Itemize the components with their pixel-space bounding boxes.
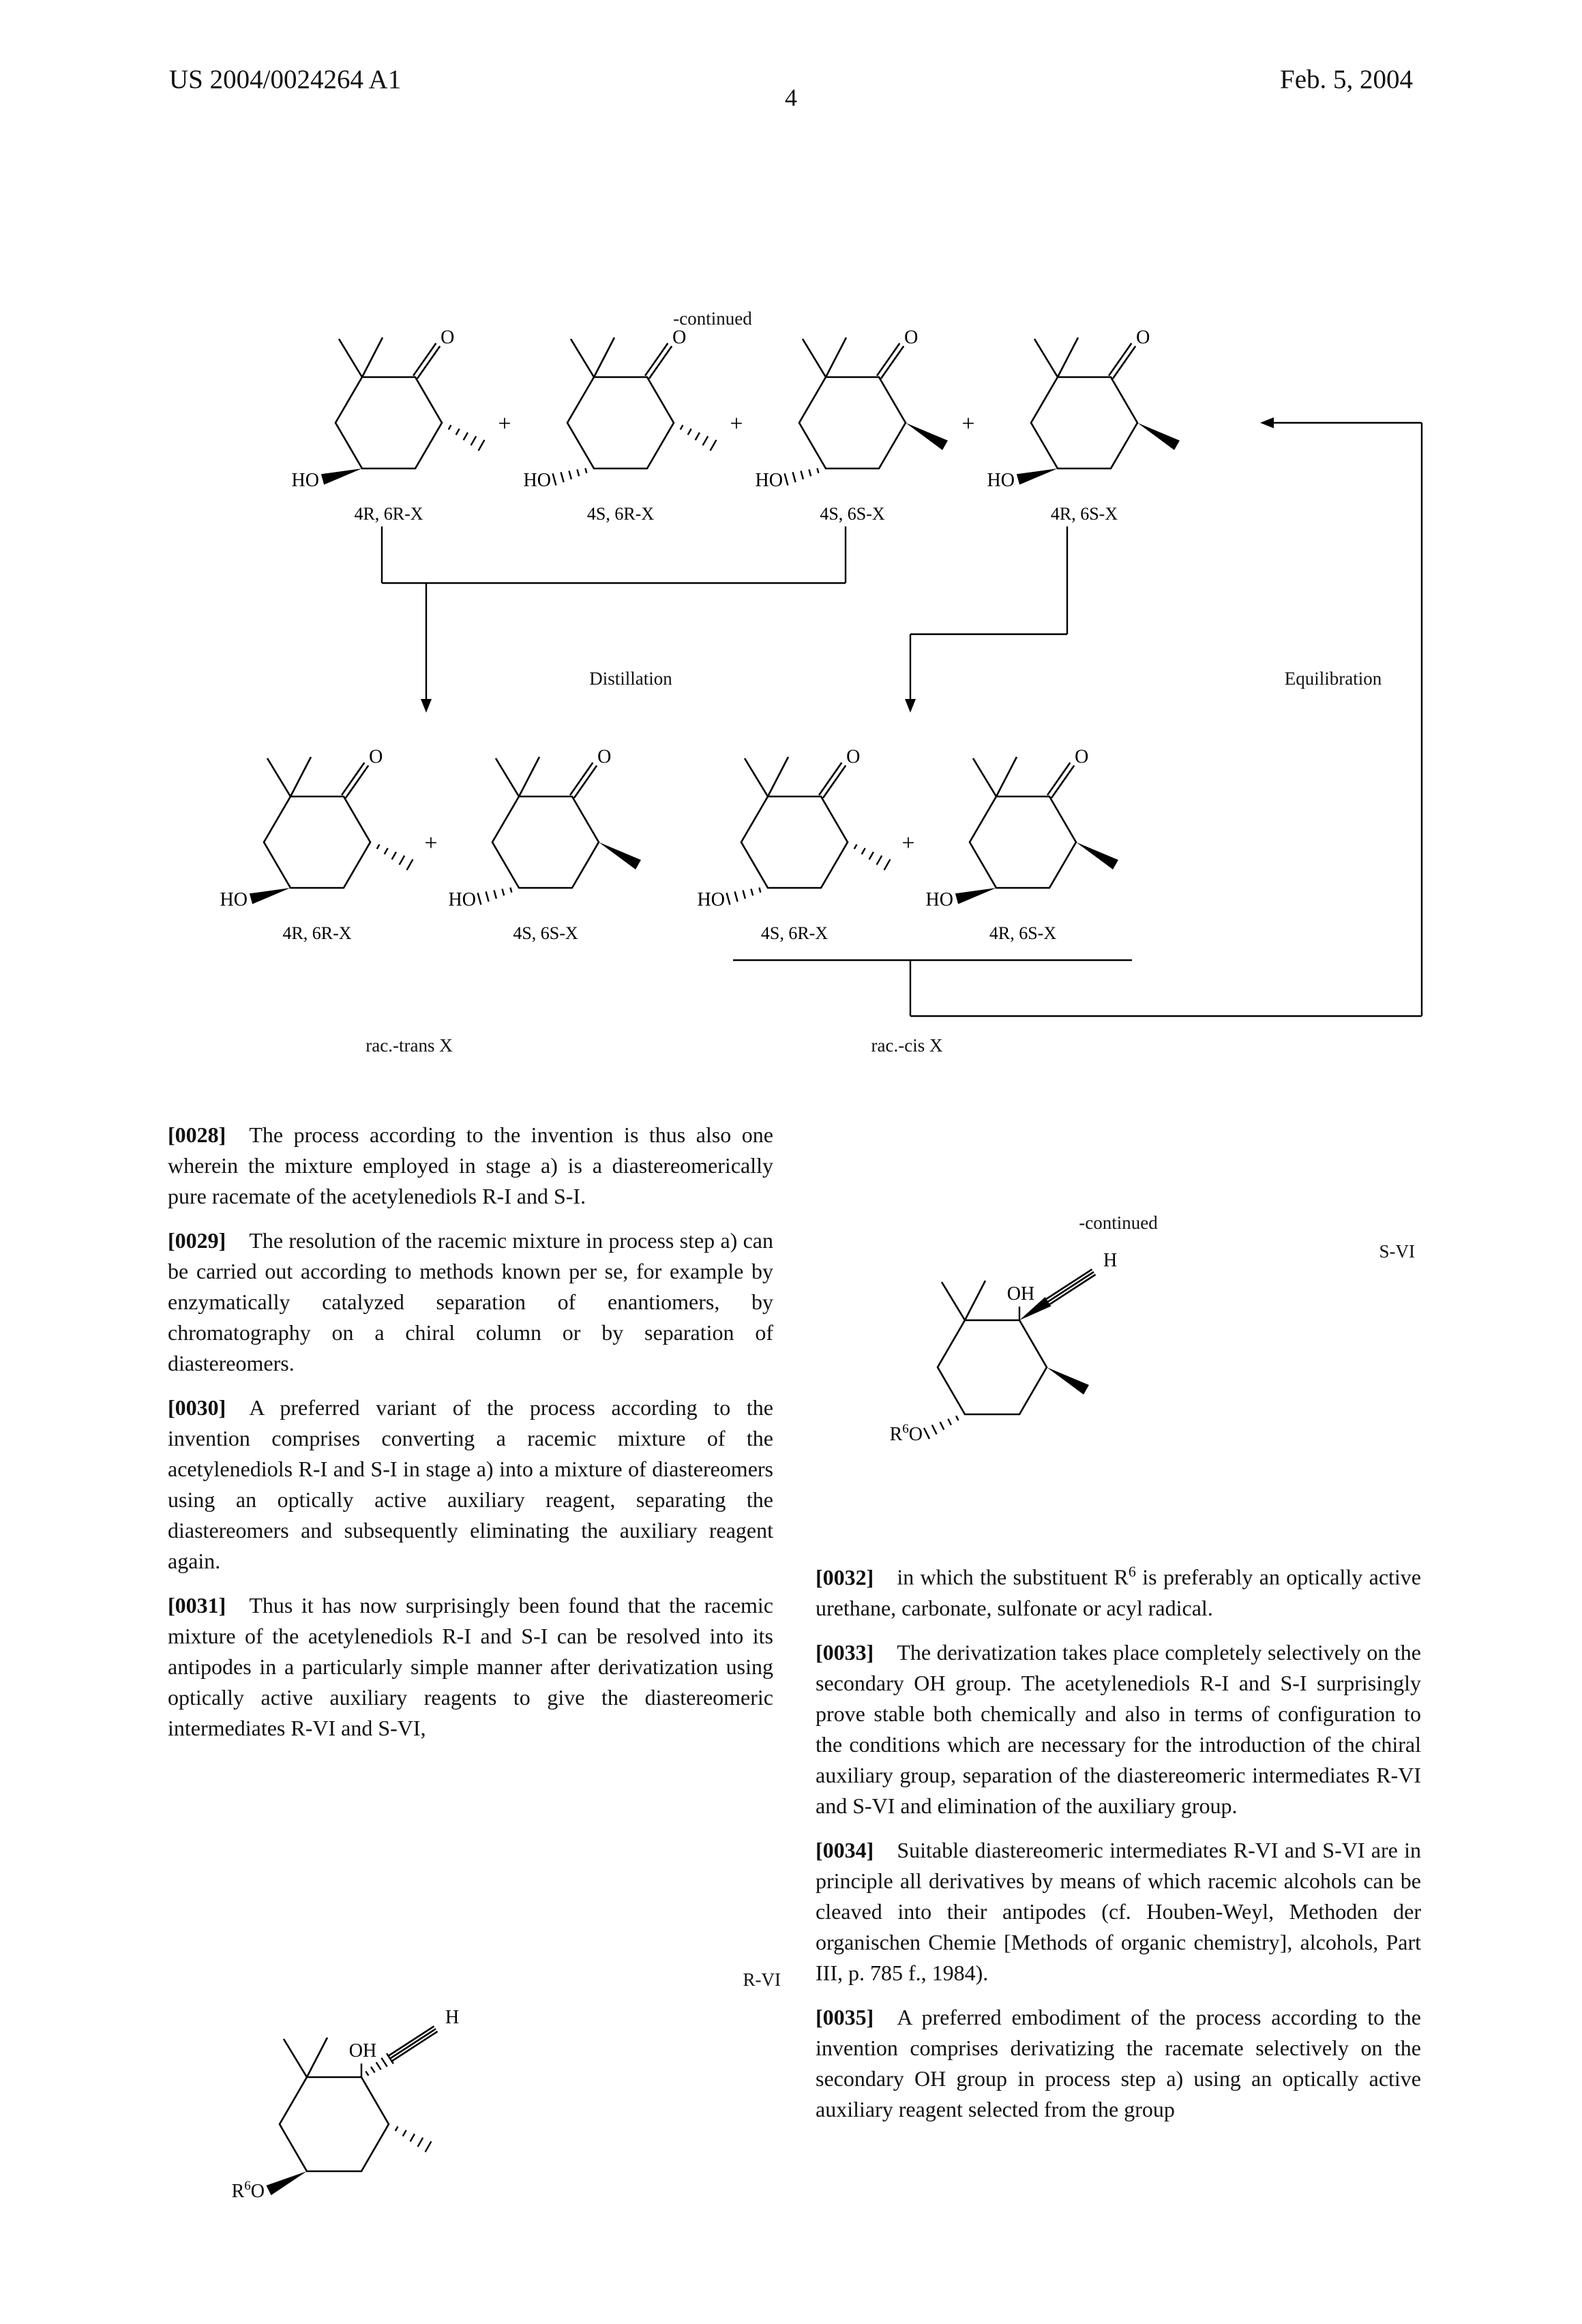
carbonyl-bond (1113, 346, 1135, 379)
carbonyl-bond (1051, 766, 1074, 799)
page-number: 4 (785, 84, 797, 111)
hash-bond (385, 848, 388, 854)
carbonyl-bond (413, 343, 436, 376)
hash-bond (376, 2062, 381, 2070)
hydroxyl-label: HO (987, 470, 1015, 491)
hash-bond (688, 429, 691, 435)
oxygen-label: O (846, 746, 861, 768)
s-vi-label: S-VI (1379, 1241, 1415, 1262)
methyl-bond (571, 339, 594, 377)
left-column (168, 1120, 773, 1757)
hydroxyl-label: HO (291, 470, 319, 491)
carbonyl-bond (346, 766, 368, 799)
hash-bond (365, 2071, 368, 2075)
hydroxyl-label: HO (448, 889, 476, 910)
hydroxyl-label: HO (523, 470, 551, 491)
plus-sign: + (730, 411, 743, 436)
r6o-label: $R^6O$ (231, 2179, 265, 2202)
methyl-bond (267, 758, 290, 796)
hash-bond (696, 432, 700, 440)
hash-bond (948, 1419, 951, 1425)
hydrogen-label: H (445, 2007, 460, 2029)
cyclohexane-ring (264, 796, 370, 888)
hash-bond (932, 1425, 937, 1435)
methyl-bond (942, 1282, 965, 1320)
hash-bond (956, 1416, 958, 1420)
methyl-bond (803, 339, 826, 377)
superscript-6: 6 (1128, 1563, 1136, 1580)
hash-bond (743, 890, 745, 898)
triple-bond (1049, 1275, 1095, 1305)
triple-bond (388, 2026, 434, 2056)
wedge-bond (1076, 842, 1118, 869)
carbonyl-bond (877, 343, 899, 376)
r6o-label: $R^6O$ (889, 1422, 923, 1445)
methyl-bond (519, 757, 539, 796)
methyl-bond (768, 757, 788, 796)
hydroxyl-label: HO (697, 889, 725, 910)
methyl-bond (965, 1281, 985, 1320)
hash-bond (727, 893, 730, 904)
paragraph-0031 (168, 1590, 773, 1744)
oxygen-label: O (1075, 746, 1089, 768)
hash-bond (681, 425, 683, 430)
hash-bond (494, 890, 496, 898)
hash-bond (381, 2058, 387, 2067)
cyclohexane-ring (335, 377, 442, 468)
paragraph-text: The resolution of the racemic mixture in process step a) can be carried out according to methods known per se, for example by enzymatically catalyzed separation of enantiomers, by chromatography on a chiral column or by separation of diastereomers. (168, 1228, 773, 1375)
hash-bond (862, 848, 865, 854)
hash-bond (817, 468, 818, 473)
hash-bond (403, 2130, 406, 2136)
paragraph-number: [0032] (816, 1564, 874, 1590)
hash-bond (869, 852, 874, 859)
cyclohexane-ring (741, 796, 848, 888)
hydroxyl-label: HO (925, 889, 953, 910)
arrow-head (905, 699, 916, 713)
hash-bond (411, 2134, 415, 2141)
hash-bond (418, 2138, 423, 2147)
hydroxyl-label: HO (220, 889, 248, 910)
methyl-bond (362, 338, 383, 377)
methyl-bond (307, 2038, 327, 2077)
carbonyl-bond (570, 762, 593, 795)
hash-bond (478, 893, 481, 904)
hash-bond (561, 472, 564, 482)
hydroxyl-label: OH (1006, 1283, 1035, 1305)
carbonyl-bond (342, 762, 364, 795)
methyl-bond (745, 758, 768, 796)
methyl-bond (1034, 339, 1058, 377)
paragraph-0034 (816, 1835, 1421, 1988)
hash-bond (801, 471, 803, 479)
paragraph-number: [0034] (816, 1837, 874, 1862)
arrow-head (421, 699, 432, 713)
cyclohexane-ring (799, 377, 906, 468)
publication-date: Feb. 5, 2004 (1280, 65, 1413, 94)
hash-bond (471, 436, 477, 445)
wedge-bond (599, 842, 641, 869)
paragraph-text: The process according to the invention is thus also one wherein the mixture employed in stage a) is a diastereomerically pure racemate of the acetylenediols R-I and S-I. (168, 1122, 773, 1208)
methyl-bond (290, 757, 311, 796)
wedge-bond (266, 2171, 307, 2195)
wedge-bond (250, 888, 290, 904)
paragraph-text: in which the substituent R (897, 1564, 1129, 1590)
hash-bond (854, 844, 857, 849)
hydroxyl-label: OH (348, 2040, 377, 2061)
hash-bond (486, 891, 489, 902)
hash-bond (793, 472, 796, 482)
paragraph-number: [0031] (168, 1593, 226, 1618)
triple-bond (391, 2031, 437, 2061)
methyl-bond (973, 758, 996, 796)
carbonyl-bond (823, 766, 846, 799)
stereoisomer-label: 4S, 6S-X (513, 923, 578, 943)
cyclohexane-ring (567, 377, 674, 468)
hash-bond (449, 425, 451, 430)
carbonyl-bond (1047, 762, 1070, 795)
paragraph-number: [0028] (168, 1122, 226, 1147)
hash-bond (711, 440, 717, 451)
plus-sign: + (901, 831, 915, 856)
paragraph-0035 (816, 2002, 1421, 2125)
methyl-bond (594, 338, 614, 377)
hash-bond (785, 473, 788, 485)
hydrogen-label: H (1103, 1250, 1118, 1272)
hash-bond (751, 889, 753, 895)
hash-bond (569, 471, 571, 479)
methyl-bond (826, 338, 846, 377)
oxygen-label: O (672, 327, 687, 348)
methyl-bond (996, 757, 1017, 796)
carbonyl-bond (417, 346, 440, 379)
equilibration-label: Equilibration (1284, 668, 1382, 689)
methyl-bond (496, 758, 519, 796)
cyclohexane-ring (1031, 377, 1137, 468)
r-vi-label: R-VI (743, 1969, 781, 1990)
paragraph-0029 (168, 1225, 773, 1379)
paragraph-number: [0033] (816, 1639, 874, 1665)
triple-bond (1046, 1269, 1092, 1299)
hash-bond (759, 888, 760, 893)
cyclohexane-ring (492, 796, 599, 888)
hash-bond (377, 844, 380, 849)
paragraph-number: [0029] (168, 1228, 226, 1253)
stereoisomer-label: 4R, 6S-X (989, 923, 1057, 943)
carbonyl-bond (819, 762, 841, 795)
plus-sign: + (498, 411, 511, 436)
methyl-bond (284, 2039, 307, 2077)
hash-bond (407, 859, 413, 870)
carbonyl-bond (649, 346, 672, 379)
hash-bond (392, 852, 396, 859)
carbonyl-bond (1109, 343, 1131, 376)
hash-bond (510, 888, 511, 893)
hydroxyl-label: HO (755, 470, 783, 491)
stereoisomer-label: 4S, 6R-X (760, 923, 829, 943)
hash-bond (735, 891, 738, 902)
hash-bond (426, 2141, 432, 2152)
oxygen-label: O (1136, 327, 1150, 348)
paragraph-text: A preferred embodiment of the process according to the invention comprises derivatizing the racemate selectively on the secondary OH group in process step a) using an optically active auxiliary reagent selected from the group (816, 2004, 1421, 2121)
hash-bond (585, 468, 586, 473)
hash-bond (400, 856, 405, 865)
stereoisomer-label: 4R, 6R-X (354, 504, 423, 524)
paragraph-0030 (168, 1392, 773, 1577)
stereoisomer-label: 4S, 6R-X (586, 504, 655, 524)
stereoisomer-label: 4R, 6S-X (1050, 504, 1118, 524)
paragraph-text: A preferred variant of the process according to the invention comprises converting a racemic mixture of the acetylenediols R-I and S-I in stage a) into a mixture of diastereomers using an optically active auxiliary reagent, separating the diastereomers and subsequently eliminating the auxiliary reagent again. (168, 1395, 773, 1573)
paragraph-text: Suitable diastereomeric intermediates R-VI and S-VI are in principle all derivatives by means of which racemic alcohols can be cleaved into their antipodes (cf. Houben-Weyl, Methoden der organischen Chemie [Methods of organic chemistry], alcohols, Part III, p. 785 f., 1984). (816, 1837, 1421, 1985)
hash-bond (553, 473, 556, 485)
triple-bond (1048, 1272, 1094, 1302)
hash-bond (884, 859, 891, 870)
rac-cis-label: rac.-cis X (871, 1035, 943, 1056)
wedge-bond (321, 468, 362, 485)
paragraph-number: [0035] (816, 2004, 874, 2029)
rac-trans-label: rac.-trans X (365, 1035, 453, 1056)
plus-sign: + (961, 411, 975, 436)
carbonyl-bond (881, 346, 904, 379)
hash-bond (877, 856, 882, 865)
oxygen-label: O (441, 327, 455, 348)
paragraph-0033 (816, 1637, 1421, 1821)
paragraph-0028 (168, 1120, 773, 1212)
triple-bond (390, 2029, 436, 2059)
paragraph-text: The derivatization takes place completely selectively on the secondary OH group. The acetylenediols R-I and S-I surprisingly prove stable both chemically and also in terms of configuration to the conditions which are necessary for the introduction of the chiral auxiliary group, separation of the diastereomeric intermediates R-VI and S-VI and elimination of the auxiliary group. (816, 1639, 1421, 1818)
stereoisomer-label: 4R, 6R-X (282, 923, 352, 943)
wedge-bond (955, 888, 996, 904)
hash-bond (371, 2067, 375, 2073)
wedge-bond (1017, 468, 1058, 485)
hash-bond (479, 440, 485, 451)
paragraph-text: is preferably an optically active urethane, carbonate, sulfonate or acyl radical. (816, 1564, 1422, 1620)
hash-bond (924, 1428, 929, 1439)
methyl-bond (339, 339, 362, 377)
hash-bond (395, 2126, 398, 2131)
hash-bond (502, 889, 504, 895)
continued-label-top: -continued (673, 308, 752, 329)
right-column (816, 1556, 1421, 2139)
carbonyl-bond (574, 766, 597, 799)
arrow-head (1260, 417, 1274, 428)
oxygen-label: O (597, 746, 612, 768)
wedge-bond (1047, 1367, 1089, 1395)
hash-bond (577, 469, 579, 476)
hash-bond (456, 429, 460, 435)
oxygen-label: O (904, 327, 919, 348)
cyclohexane-ring (938, 1320, 1047, 1414)
stereoisomer-label: 4S, 6S-X (820, 504, 885, 524)
cyclohexane-ring (280, 2077, 389, 2171)
paragraph-number: [0030] (168, 1395, 226, 1420)
carbonyl-bond (645, 343, 668, 376)
patent-number: US 2004/0024264 A1 (169, 65, 402, 94)
hash-bond (809, 469, 811, 476)
wedge-bond (1137, 423, 1180, 450)
cyclohexane-ring (970, 796, 1076, 888)
hash-bond (703, 436, 708, 445)
hash-bond (464, 432, 468, 440)
wedge-bond (906, 423, 948, 450)
hash-bond (940, 1422, 944, 1429)
paragraph-text: Thus it has now surprisingly been found that the racemic mixture of the acetylenediols R-I and S-I can be resolved into its antipodes in a particularly simple manner after derivatization using optically active auxiliary reagents to give the diastereomeric intermediates R-VI and S-VI, (168, 1593, 773, 1740)
distillation-label: Distillation (589, 668, 672, 689)
oxygen-label: O (369, 746, 383, 768)
continued-label-right: -continued (1079, 1212, 1158, 1233)
paragraph-0032 (816, 1556, 1421, 1624)
methyl-bond (1058, 338, 1078, 377)
plus-sign: + (424, 831, 438, 856)
